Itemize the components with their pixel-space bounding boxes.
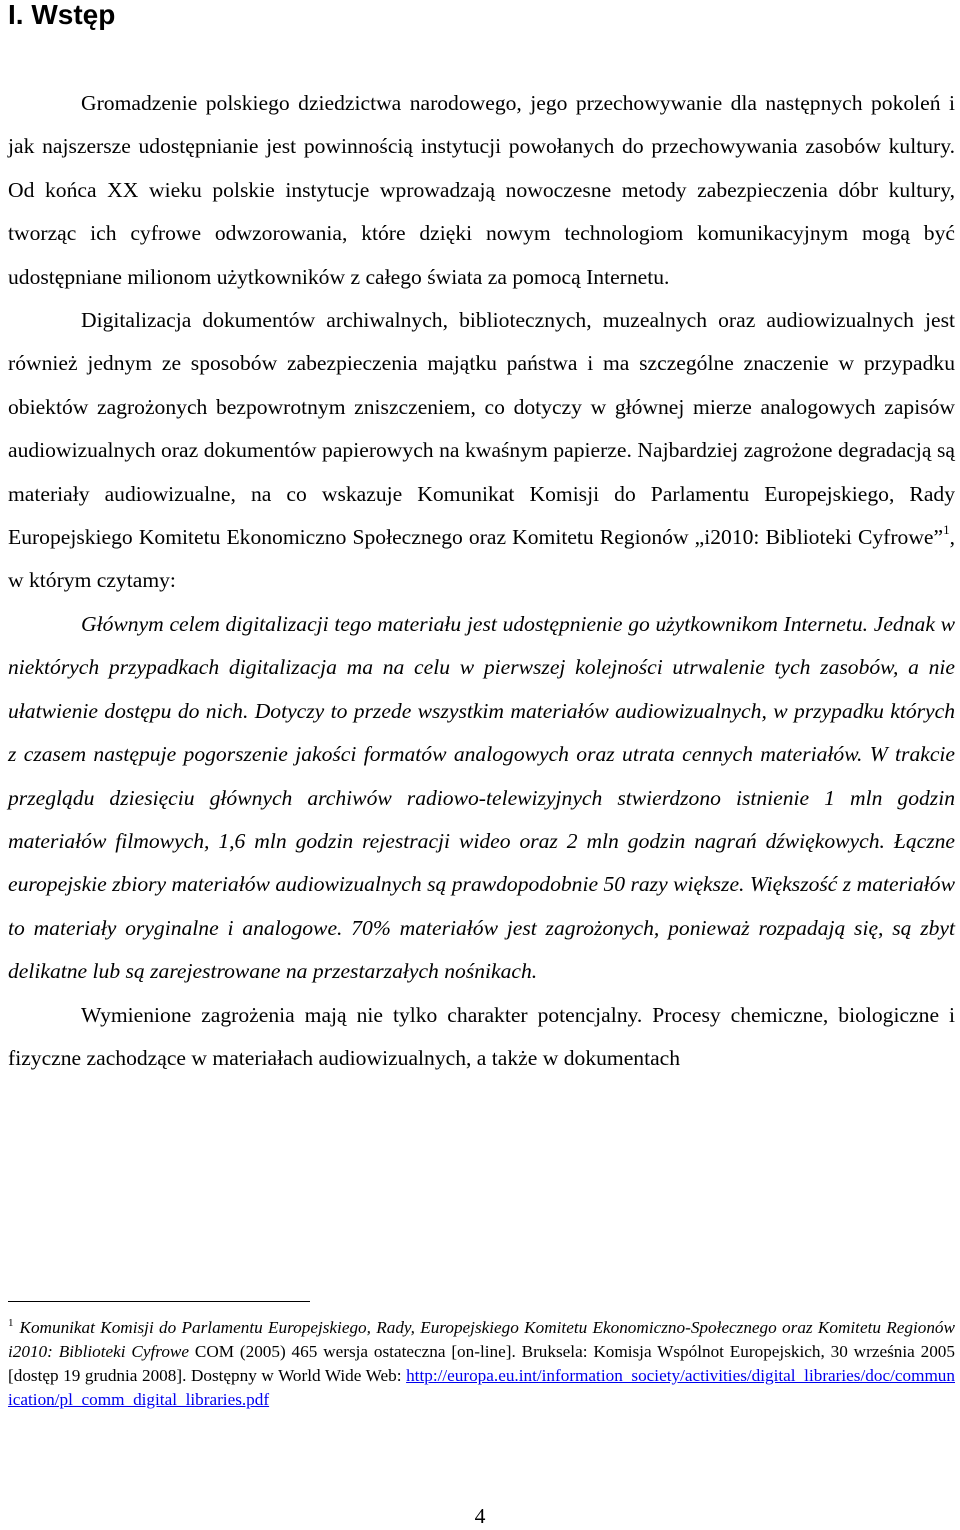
paragraph-digitalization-text: Digitalizacja dokumentów archiwalnych, bibliotecznych, muzealnych oraz audiowizualnych jest również jednym ze sposobów zabezpieczenia majątku państwa i ma szczególne znaczenie w przypadku obiektów zagrożonych bezpowrotnym zniszczeniem, co dotyczy w głównej mierze analogowych zapisów audiowizualnych oraz dokumentów papierowych na kwaśnym papierze. Najbardziej zagrożone degradacją są materiały audiowizualne, na co wskazuje Komunikat Komisji do Parlamentu Europejskiego, Rady Europejskiego Komitetu Ekonomiczno Społecznego oraz Komitetu Regionów „i2010: Biblioteki Cyfrowe” [8,308,955,550]
quotation: Głównym celem digitalizacji tego materiału jest udostępnienie go użytkownikom Internetu. Jednak w niektórych przypadkach digitalizacja ma na celu w pierwszej kolejności utrwalenie tych zasobów, a nie ułatwienie dostępu do nich. Dotyczy to przede wszystkim materiałów audiowizualnych, w przypadku których z czasem następuje pogorszenie jakości formatów analogowych oraz utrata cennych materiałów. W trakcie przeglądu dziesięciu głównych archiwów radiowo-telewizyjnych stwierdzono istnienie 1 mln godzin materiałów filmowych, 1,6 mln godzin rejestracji wideo oraz 2 mln godzin nagrań dźwiękowych. Łączne europejskie zbiory materiałów audiowizualnych są prawdopodobnie 50 razy większe. Większość z materiałów to materiały oryginalne i analogowe. 70% materiałów jest zagrożonych, ponieważ rozpadają się, są zbyt delikatne lub są zarejestrowane na przestarzałych nośnikach. [8,611,955,984]
footnote [8,1316,955,1412]
footnote-text: COM (2005) 465 wersja ostateczna [on-line]. Bruksela: Komisja Wspólnot Europejskich, 30 września 2005 [dostęp 19 grudnia 2008]. Dostępny w World Wide Web: [8,1342,955,1385]
footnote-reference[interactable]: 1 [943,522,950,538]
paragraph-digitalization [8,299,955,603]
footnote-link[interactable]: http://europa.eu.int/information_society/activities/digital_libraries/doc/communication/pl_comm_digital_libraries.pdf [8,1366,955,1409]
page-number: 4 [474,1504,486,1528]
footnote-italic-text: Komunikat Komisji do Parlamentu Europejskiego, Rady, Europejskiego Komitetu Ekonomiczno-Społecznego oraz Komitetu Regionów i2010: Biblioteki Cyfrowe [8,1318,955,1361]
paragraph-threats: Wymienione zagrożenia mają nie tylko charakter potencjalny. Procesy chemiczne, biologiczne i fizyczne zachodzące w materiałach audiowizualnych, a także w dokumentach [8,1002,955,1070]
footnote-number: 1 [8,1317,14,1329]
paragraph-digitalization-tail: , w którym czytamy: [8,525,955,593]
section-heading: I. Wstęp [8,0,116,30]
body-text [8,82,955,1080]
footnote-separator [8,1301,310,1302]
paragraph-intro: Gromadzenie polskiego dziedzictwa narodowego, jego przechowywanie dla następnych pokoleń i jak najszersze udostępnianie jest powinnością instytucji powołanych do przechowywania zasobów kultury. Od końca XX wieku polskie instytucje wprowadzają nowoczesne metody zabezpieczenia dóbr kultury, tworząc ich cyfrowe odwzorowania, które dzięki nowym technologiom komunikacyjnym mogą być udostępniane milionom użytkowników z całego świata za pomocą Internetu. [8,91,955,289]
